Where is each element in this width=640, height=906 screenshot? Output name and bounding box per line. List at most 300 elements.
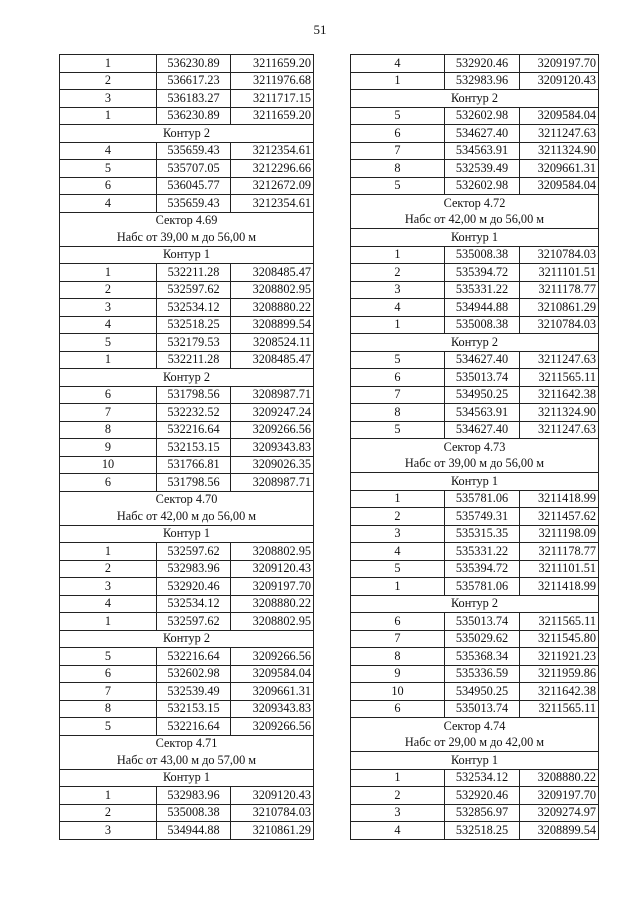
- y-coordinate-cell: 3210784.03: [520, 316, 599, 334]
- contour-heading-row: [351, 334, 599, 352]
- contour-heading-row: [60, 369, 314, 387]
- x-coordinate-cell: 535013.74: [445, 700, 520, 718]
- x-coordinate-cell: 532216.64: [157, 648, 231, 666]
- x-coordinate-cell: 532539.49: [157, 683, 231, 701]
- y-coordinate-cell: 3211642.38: [520, 386, 599, 404]
- y-coordinate-cell: 3208899.54: [520, 822, 599, 840]
- sector-heading-row: [60, 212, 314, 229]
- x-coordinate-cell: 532153.15: [157, 439, 231, 457]
- y-coordinate-cell: 3209120.43: [231, 560, 314, 578]
- point-number-cell: 2: [351, 508, 445, 526]
- point-number-cell: 1: [351, 578, 445, 596]
- height-range-row: [351, 735, 599, 752]
- x-coordinate-cell: 532216.64: [157, 718, 231, 736]
- sector-heading-row: [351, 718, 599, 735]
- y-coordinate-cell: 3211642.38: [520, 683, 599, 701]
- contour-label: Контур 1: [60, 769, 314, 787]
- y-coordinate-cell: 3211247.63: [520, 421, 599, 439]
- contour-heading-row: [351, 595, 599, 613]
- coordinate-table-right-body: [351, 55, 599, 840]
- y-coordinate-cell: 3211101.51: [520, 560, 599, 578]
- table-row: [351, 769, 599, 787]
- sector-label: Сектор 4.73: [351, 439, 599, 456]
- y-coordinate-cell: 3209343.83: [231, 700, 314, 718]
- table-row: [351, 55, 599, 73]
- point-number-cell: 5: [351, 177, 445, 195]
- table-row: [60, 72, 314, 90]
- x-coordinate-cell: 534563.91: [445, 142, 520, 160]
- table-row: [60, 665, 314, 683]
- x-coordinate-cell: 532179.53: [157, 334, 231, 352]
- point-number-cell: 7: [351, 630, 445, 648]
- point-number-cell: 4: [351, 543, 445, 561]
- point-number-cell: 3: [60, 90, 157, 108]
- y-coordinate-cell: 3209266.56: [231, 718, 314, 736]
- point-number-cell: 7: [60, 683, 157, 701]
- point-number-cell: 4: [60, 195, 157, 213]
- sector-heading-row: [60, 735, 314, 752]
- y-coordinate-cell: 3210861.29: [231, 822, 314, 840]
- point-number-cell: 2: [60, 560, 157, 578]
- table-row: [60, 264, 314, 282]
- table-row: [351, 246, 599, 264]
- y-coordinate-cell: 3208485.47: [231, 264, 314, 282]
- point-number-cell: 8: [351, 160, 445, 178]
- x-coordinate-cell: 535029.62: [445, 630, 520, 648]
- y-coordinate-cell: 3209197.70: [520, 787, 599, 805]
- point-number-cell: 1: [60, 55, 157, 73]
- point-number-cell: 3: [351, 525, 445, 543]
- x-coordinate-cell: 534563.91: [445, 404, 520, 422]
- x-coordinate-cell: 532211.28: [157, 351, 231, 369]
- table-row: [351, 421, 599, 439]
- point-number-cell: 5: [60, 334, 157, 352]
- table-row: [351, 386, 599, 404]
- height-range-row: [60, 229, 314, 246]
- table-row: [351, 351, 599, 369]
- point-number-cell: 4: [351, 822, 445, 840]
- table-row: [351, 665, 599, 683]
- table-row: [351, 560, 599, 578]
- table-row: [60, 804, 314, 822]
- x-coordinate-cell: 536183.27: [157, 90, 231, 108]
- table-row: [60, 595, 314, 613]
- table-row: [351, 369, 599, 387]
- y-coordinate-cell: 3212354.61: [231, 142, 314, 160]
- y-coordinate-cell: 3209584.04: [520, 107, 599, 125]
- point-number-cell: 1: [60, 787, 157, 805]
- range-label: Набс от 43,00 м до 57,00 м: [60, 752, 314, 769]
- table-row: [351, 125, 599, 143]
- table-row: [351, 613, 599, 631]
- point-number-cell: 6: [60, 386, 157, 404]
- x-coordinate-cell: 532920.46: [157, 578, 231, 596]
- point-number-cell: 8: [351, 404, 445, 422]
- sector-label: Сектор 4.71: [60, 735, 314, 752]
- y-coordinate-cell: 3209584.04: [520, 177, 599, 195]
- x-coordinate-cell: 535781.06: [445, 578, 520, 596]
- y-coordinate-cell: 3212354.61: [231, 195, 314, 213]
- point-number-cell: 1: [351, 316, 445, 334]
- point-number-cell: 4: [60, 595, 157, 613]
- x-coordinate-cell: 532597.62: [157, 281, 231, 299]
- table-row: [60, 90, 314, 108]
- y-coordinate-cell: 3211418.99: [520, 578, 599, 596]
- x-coordinate-cell: 532602.98: [445, 107, 520, 125]
- table-row: [60, 55, 314, 73]
- table-row: [351, 648, 599, 666]
- table-row: [351, 404, 599, 422]
- y-coordinate-cell: 3209026.35: [231, 456, 314, 474]
- x-coordinate-cell: 532602.98: [157, 665, 231, 683]
- x-coordinate-cell: 532920.46: [445, 55, 520, 73]
- point-number-cell: 10: [351, 683, 445, 701]
- contour-label: Контур 1: [351, 752, 599, 770]
- y-coordinate-cell: 3212672.09: [231, 177, 314, 195]
- point-number-cell: 3: [351, 804, 445, 822]
- y-coordinate-cell: 3208524.11: [231, 334, 314, 352]
- table-row: [351, 177, 599, 195]
- y-coordinate-cell: 3208802.95: [231, 281, 314, 299]
- y-coordinate-cell: 3211178.77: [520, 281, 599, 299]
- y-coordinate-cell: 3211324.90: [520, 142, 599, 160]
- table-row: [60, 543, 314, 561]
- point-number-cell: 1: [351, 246, 445, 264]
- table-row: [60, 351, 314, 369]
- point-number-cell: 3: [60, 578, 157, 596]
- table-row: [60, 299, 314, 317]
- y-coordinate-cell: 3210784.03: [231, 804, 314, 822]
- point-number-cell: 3: [60, 299, 157, 317]
- y-coordinate-cell: 3209120.43: [231, 787, 314, 805]
- x-coordinate-cell: 532983.96: [157, 560, 231, 578]
- point-number-cell: 5: [351, 421, 445, 439]
- x-coordinate-cell: 535331.22: [445, 281, 520, 299]
- point-number-cell: 6: [351, 369, 445, 387]
- x-coordinate-cell: 535008.38: [445, 246, 520, 264]
- point-number-cell: 8: [60, 421, 157, 439]
- x-coordinate-cell: 532211.28: [157, 264, 231, 282]
- x-coordinate-cell: 532539.49: [445, 160, 520, 178]
- x-coordinate-cell: 532920.46: [445, 787, 520, 805]
- x-coordinate-cell: 535013.74: [445, 613, 520, 631]
- y-coordinate-cell: 3209661.31: [231, 683, 314, 701]
- table-row: [60, 386, 314, 404]
- point-number-cell: 1: [60, 543, 157, 561]
- x-coordinate-cell: 535394.72: [445, 560, 520, 578]
- x-coordinate-cell: 531766.81: [157, 456, 231, 474]
- point-number-cell: 5: [60, 718, 157, 736]
- x-coordinate-cell: 535394.72: [445, 264, 520, 282]
- point-number-cell: 8: [60, 700, 157, 718]
- x-coordinate-cell: 536230.89: [157, 55, 231, 73]
- table-row: [60, 334, 314, 352]
- x-coordinate-cell: 532983.96: [445, 72, 520, 90]
- point-number-cell: 2: [60, 281, 157, 299]
- point-number-cell: 4: [60, 316, 157, 334]
- point-number-cell: 6: [351, 700, 445, 718]
- y-coordinate-cell: 3211324.90: [520, 404, 599, 422]
- y-coordinate-cell: 3210784.03: [520, 246, 599, 264]
- y-coordinate-cell: 3209197.70: [520, 55, 599, 73]
- contour-heading-row: [351, 473, 599, 491]
- y-coordinate-cell: 3211101.51: [520, 264, 599, 282]
- x-coordinate-cell: 535659.43: [157, 195, 231, 213]
- table-row: [60, 421, 314, 439]
- table-row: [60, 648, 314, 666]
- point-number-cell: 1: [351, 769, 445, 787]
- y-coordinate-cell: 3211565.11: [520, 700, 599, 718]
- x-coordinate-cell: 535781.06: [445, 490, 520, 508]
- x-coordinate-cell: 532534.12: [445, 769, 520, 787]
- contour-heading-row: [60, 769, 314, 787]
- x-coordinate-cell: 535008.38: [157, 804, 231, 822]
- y-coordinate-cell: 3208802.95: [231, 543, 314, 561]
- table-row: [60, 474, 314, 492]
- x-coordinate-cell: 535013.74: [445, 369, 520, 387]
- table-row: [351, 578, 599, 596]
- point-number-cell: 2: [351, 787, 445, 805]
- table-row: [60, 718, 314, 736]
- x-coordinate-cell: 536617.23: [157, 72, 231, 90]
- point-number-cell: 1: [60, 264, 157, 282]
- y-coordinate-cell: 3211418.99: [520, 490, 599, 508]
- x-coordinate-cell: 536045.77: [157, 177, 231, 195]
- x-coordinate-cell: 535749.31: [445, 508, 520, 526]
- point-number-cell: 4: [351, 55, 445, 73]
- x-coordinate-cell: 532856.97: [445, 804, 520, 822]
- table-row: [351, 281, 599, 299]
- x-coordinate-cell: 534627.40: [445, 351, 520, 369]
- point-number-cell: 6: [351, 125, 445, 143]
- point-number-cell: 6: [60, 474, 157, 492]
- coordinate-table-right: [350, 54, 599, 840]
- y-coordinate-cell: 3211921.23: [520, 648, 599, 666]
- y-coordinate-cell: 3211247.63: [520, 125, 599, 143]
- x-coordinate-cell: 532518.25: [157, 316, 231, 334]
- y-coordinate-cell: 3208880.22: [520, 769, 599, 787]
- point-number-cell: 5: [351, 107, 445, 125]
- table-row: [351, 316, 599, 334]
- x-coordinate-cell: 536230.89: [157, 107, 231, 125]
- y-coordinate-cell: 3211247.63: [520, 351, 599, 369]
- table-row: [351, 264, 599, 282]
- table-row: [351, 525, 599, 543]
- x-coordinate-cell: 532232.52: [157, 404, 231, 422]
- contour-heading-row: [60, 125, 314, 143]
- table-row: [60, 281, 314, 299]
- table-row: [60, 683, 314, 701]
- y-coordinate-cell: 3209661.31: [520, 160, 599, 178]
- x-coordinate-cell: 532597.62: [157, 613, 231, 631]
- point-number-cell: 5: [60, 648, 157, 666]
- table-row: [60, 787, 314, 805]
- sector-label: Сектор 4.72: [351, 195, 599, 212]
- point-number-cell: 8: [351, 648, 445, 666]
- x-coordinate-cell: 531798.56: [157, 386, 231, 404]
- contour-heading-row: [60, 525, 314, 543]
- x-coordinate-cell: 535331.22: [445, 543, 520, 561]
- point-number-cell: 3: [60, 822, 157, 840]
- x-coordinate-cell: 535315.35: [445, 525, 520, 543]
- coordinate-table-left: [59, 54, 314, 840]
- contour-label: Контур 1: [351, 473, 599, 491]
- contour-label: Контур 2: [351, 90, 599, 108]
- point-number-cell: 5: [351, 560, 445, 578]
- y-coordinate-cell: 3209197.70: [231, 578, 314, 596]
- table-row: [60, 560, 314, 578]
- table-row: [351, 508, 599, 526]
- table-row: [60, 316, 314, 334]
- table-row: [60, 195, 314, 213]
- contour-label: Контур 1: [60, 246, 314, 264]
- x-coordinate-cell: 535707.05: [157, 160, 231, 178]
- table-row: [351, 804, 599, 822]
- point-number-cell: 1: [60, 107, 157, 125]
- table-row: [351, 299, 599, 317]
- point-number-cell: 7: [351, 386, 445, 404]
- sector-label: Сектор 4.69: [60, 212, 314, 229]
- x-coordinate-cell: 532534.12: [157, 595, 231, 613]
- table-row: [351, 822, 599, 840]
- table-row: [60, 578, 314, 596]
- contour-label: Контур 2: [60, 630, 314, 648]
- contour-label: Контур 2: [60, 369, 314, 387]
- point-number-cell: 4: [351, 299, 445, 317]
- height-range-row: [351, 456, 599, 473]
- y-coordinate-cell: 3209274.97: [520, 804, 599, 822]
- x-coordinate-cell: 535659.43: [157, 142, 231, 160]
- y-coordinate-cell: 3208899.54: [231, 316, 314, 334]
- x-coordinate-cell: 534950.25: [445, 683, 520, 701]
- table-row: [60, 439, 314, 457]
- table-row: [351, 543, 599, 561]
- x-coordinate-cell: 532153.15: [157, 700, 231, 718]
- range-label: Набс от 42,00 м до 56,00 м: [60, 508, 314, 525]
- table-row: [60, 404, 314, 422]
- y-coordinate-cell: 3211198.09: [520, 525, 599, 543]
- y-coordinate-cell: 3209584.04: [231, 665, 314, 683]
- y-coordinate-cell: 3208880.22: [231, 595, 314, 613]
- table-row: [351, 160, 599, 178]
- contour-heading-row: [60, 630, 314, 648]
- y-coordinate-cell: 3211565.11: [520, 613, 599, 631]
- point-number-cell: 9: [351, 665, 445, 683]
- point-number-cell: 5: [60, 160, 157, 178]
- table-row: [60, 160, 314, 178]
- x-coordinate-cell: 532983.96: [157, 787, 231, 805]
- range-label: Набс от 29,00 м до 42,00 м: [351, 735, 599, 752]
- point-number-cell: 10: [60, 456, 157, 474]
- contour-label: Контур 1: [60, 525, 314, 543]
- table-row: [60, 700, 314, 718]
- x-coordinate-cell: 534627.40: [445, 125, 520, 143]
- point-number-cell: 1: [351, 72, 445, 90]
- height-range-row: [60, 508, 314, 525]
- table-row: [60, 613, 314, 631]
- y-coordinate-cell: 3211659.20: [231, 55, 314, 73]
- x-coordinate-cell: 535008.38: [445, 316, 520, 334]
- y-coordinate-cell: 3208880.22: [231, 299, 314, 317]
- y-coordinate-cell: 3209247.24: [231, 404, 314, 422]
- x-coordinate-cell: 531798.56: [157, 474, 231, 492]
- table-row: [351, 490, 599, 508]
- contour-heading-row: [351, 229, 599, 247]
- x-coordinate-cell: 534950.25: [445, 386, 520, 404]
- table-row: [351, 787, 599, 805]
- height-range-row: [351, 212, 599, 229]
- y-coordinate-cell: 3209120.43: [520, 72, 599, 90]
- sector-label: Сектор 4.74: [351, 718, 599, 735]
- point-number-cell: 9: [60, 439, 157, 457]
- table-row: [351, 142, 599, 160]
- y-coordinate-cell: 3211959.86: [520, 665, 599, 683]
- point-number-cell: 6: [60, 177, 157, 195]
- x-coordinate-cell: 534627.40: [445, 421, 520, 439]
- point-number-cell: 6: [60, 665, 157, 683]
- coordinate-table-left-body: [60, 55, 314, 840]
- x-coordinate-cell: 532216.64: [157, 421, 231, 439]
- table-row: [351, 630, 599, 648]
- y-coordinate-cell: 3211565.11: [520, 369, 599, 387]
- page-number: 51: [313, 22, 327, 37]
- table-row: [60, 142, 314, 160]
- table-row: [60, 107, 314, 125]
- contour-label: Контур 2: [351, 334, 599, 352]
- table-row: [351, 700, 599, 718]
- y-coordinate-cell: 3208485.47: [231, 351, 314, 369]
- y-coordinate-cell: 3208987.71: [231, 474, 314, 492]
- contour-heading-row: [60, 246, 314, 264]
- sector-heading-row: [351, 439, 599, 456]
- table-row: [351, 107, 599, 125]
- x-coordinate-cell: 532597.62: [157, 543, 231, 561]
- y-coordinate-cell: 3208987.71: [231, 386, 314, 404]
- x-coordinate-cell: 535368.34: [445, 648, 520, 666]
- range-label: Набс от 39,00 м до 56,00 м: [60, 229, 314, 246]
- point-number-cell: 2: [351, 264, 445, 282]
- table-row: [60, 177, 314, 195]
- y-coordinate-cell: 3211545.80: [520, 630, 599, 648]
- y-coordinate-cell: 3211178.77: [520, 543, 599, 561]
- table-row: [351, 72, 599, 90]
- contour-label: Контур 2: [60, 125, 314, 143]
- point-number-cell: 7: [60, 404, 157, 422]
- table-row: [60, 822, 314, 840]
- sector-label: Сектор 4.70: [60, 491, 314, 508]
- x-coordinate-cell: 532602.98: [445, 177, 520, 195]
- y-coordinate-cell: 3209266.56: [231, 648, 314, 666]
- table-row: [351, 683, 599, 701]
- point-number-cell: 2: [60, 72, 157, 90]
- point-number-cell: 1: [60, 351, 157, 369]
- height-range-row: [60, 752, 314, 769]
- x-coordinate-cell: 532518.25: [445, 822, 520, 840]
- contour-label: Контур 1: [351, 229, 599, 247]
- range-label: Набс от 42,00 м до 56,00 м: [351, 212, 599, 229]
- x-coordinate-cell: 534944.88: [157, 822, 231, 840]
- sector-heading-row: [60, 491, 314, 508]
- point-number-cell: 1: [60, 613, 157, 631]
- point-number-cell: 5: [351, 351, 445, 369]
- sector-heading-row: [351, 195, 599, 212]
- contour-heading-row: [351, 752, 599, 770]
- point-number-cell: 1: [351, 490, 445, 508]
- table-row: [60, 456, 314, 474]
- point-number-cell: 7: [351, 142, 445, 160]
- contour-heading-row: [351, 90, 599, 108]
- x-coordinate-cell: 532534.12: [157, 299, 231, 317]
